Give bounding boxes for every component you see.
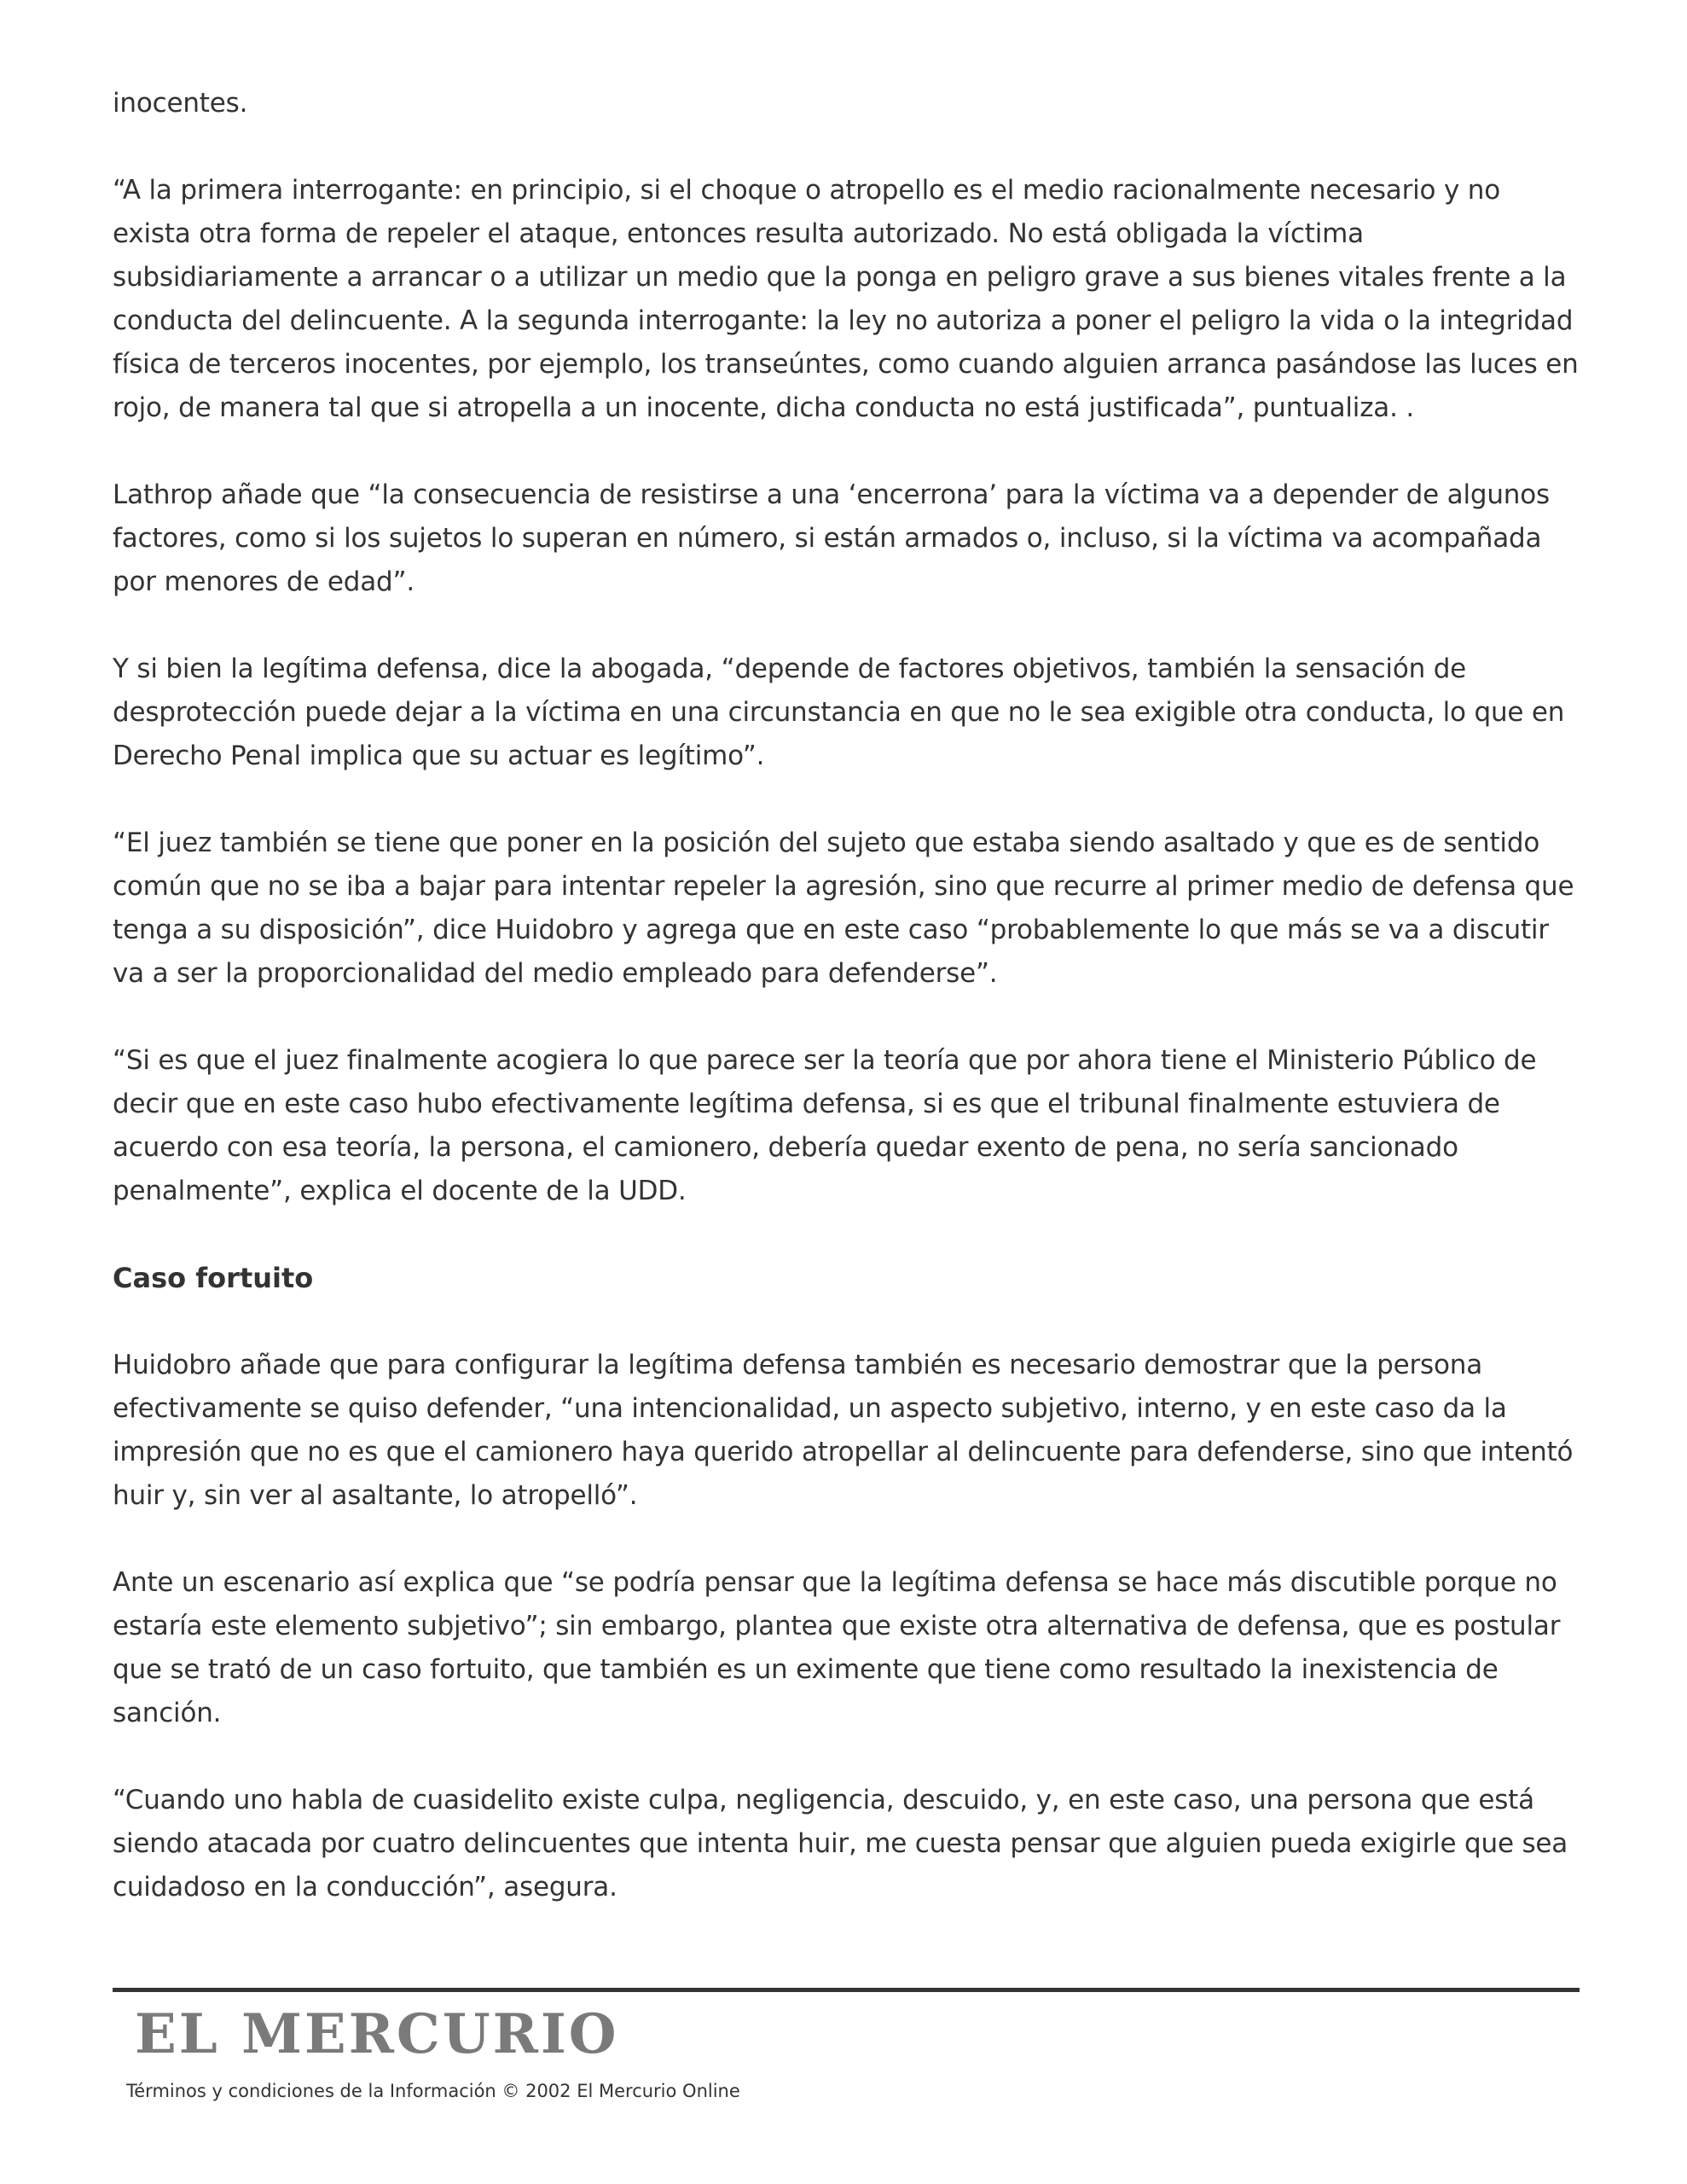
article-paragraph: “El juez también se tiene que poner en la posición del sujeto que estaba siendo asaltado y que es de sentido común que no se iba a bajar para intentar repeler la agresión, sino que recurre al primer medio de defensa que tenga a su disposición”, dice Huidobro y agrega que en este caso “probablemente lo que más se va a discutir va a ser la proporcionalidad del medio empleado para defenderse”. [113, 828, 1574, 989]
article-paragraph: Huidobro añade que para configurar la legítima defensa también es necesario demostrar que la persona efectivamente se quiso defender, “una intencionalidad, un aspecto subjetivo, interno, y en este caso da la impresión que no es que el camionero haya querido atropellar al delincuente para defenderse, sino que intentó huir y, sin ver al asaltante, lo atropelló”. [113, 1350, 1574, 1511]
article-paragraph: “A la primera interrogante: en principio, si el choque o atropello es el medio racionalmente necesario y no exista otra forma de repeler el ataque, entonces resulta autorizado. No está obligada la víctima subsidiariamente a arrancar o a utilizar un medio que la ponga en peligro grave a sus bienes vitales frente a la conducta del delincuente. A la segunda interrogante: la ley no autoriza a poner el peligro la vida o la integridad física de terceros inocentes, por ejemplo, los transeúntes, como cuando alguien arranca pasándose las luces en rojo, de manera tal que si atropella a un inocente, dicha conducta no está justificada”, puntualiza. . [113, 175, 1579, 423]
el-mercurio-logo: EL MERCURIO [135, 2002, 619, 2066]
article-paragraph: inocentes. [113, 88, 248, 119]
article-paragraph: Ante un escenario así explica que “se podría pensar que la legítima defensa se hace más discutible porque no estaría este elemento subjetivo”; sin embargo, plantea que existe otra alternativa de defensa, que es postular que se trató de un caso fortuito, que también es un eximente que tiene como resultado la inexistencia de sanción. [113, 1567, 1561, 1728]
terms-link[interactable]: Términos y condiciones de la Información © 2002 El Mercurio Online [126, 2081, 740, 2101]
section-heading: Caso fortuito [113, 1262, 314, 1294]
article-paragraph: “Cuando uno habla de cuasidelito existe culpa, negligencia, descuido, y, en este caso, una persona que está siendo atacada por cuatro delincuentes que intenta huir, me cuesta pensar que alguien pueda exigirle que sea cuidadoso en la conducción”, asegura. [113, 1785, 1568, 1902]
article-paragraph: Lathrop añade que “la consecuencia de resistirse a una ‘encerrona’ para la víctima va a depender de algunos factores, como si los sujetos lo superan en número, si están armados o, incluso, si la víctima va acompañada por menores de edad”. [113, 479, 1550, 597]
article-body [113, 82, 1580, 1953]
footer-divider [113, 1988, 1580, 1992]
article-paragraph: Y si bien la legítima defensa, dice la abogada, “depende de factores objetivos, también la sensación de desprotección puede dejar a la víctima en una circunstancia en que no le sea exigible otra conducta, lo que en Derecho Penal implica que su actuar es legítimo”. [113, 653, 1565, 771]
article-paragraph: “Si es que el juez finalmente acogiera lo que parece ser la teoría que por ahora tiene el Ministerio Público de decir que en este caso hubo efectivamente legítima defensa, si es que el tribunal finalmente estuviera de acuerdo con esa teoría, la persona, el camionero, debería quedar exento de pena, no sería sancionado penalmente”, explica el docente de la UDD. [113, 1045, 1537, 1206]
page-footer [113, 1988, 1580, 2103]
